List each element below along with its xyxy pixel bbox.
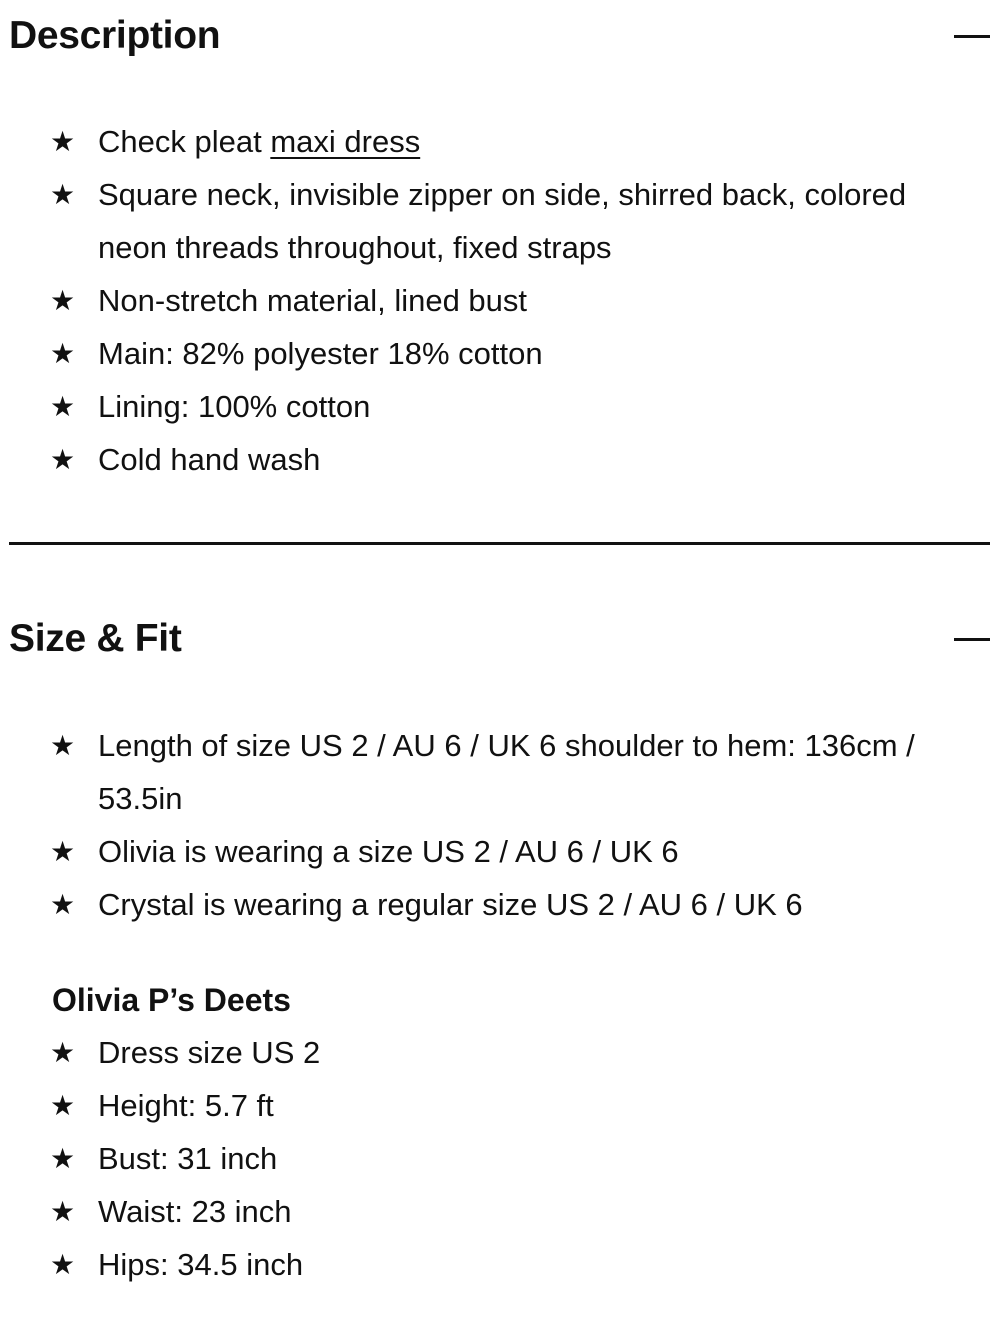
- list-item-text: Waist: 23 inch: [98, 1194, 292, 1229]
- list-item-text: Crystal is wearing a regular size US 2 / AU 6 / UK 6: [98, 887, 803, 922]
- list-item: [50, 1185, 940, 1238]
- star-icon: ★: [50, 1090, 76, 1121]
- list-item-text: Olivia is wearing a size US 2 / AU 6 / UK 6: [98, 834, 679, 869]
- list-item-text: Cold hand wash: [98, 442, 321, 477]
- list-item: [50, 168, 940, 274]
- star-icon: ★: [50, 126, 76, 157]
- description-title: Description: [9, 14, 221, 57]
- list-item-text: Lining: 100% cotton: [98, 389, 371, 424]
- description-list: [50, 115, 940, 486]
- list-item: [50, 1079, 940, 1132]
- star-icon: ★: [50, 730, 76, 761]
- star-icon: ★: [50, 338, 76, 369]
- list-item: [50, 825, 940, 878]
- star-icon: ★: [50, 836, 76, 867]
- minus-icon[interactable]: [954, 35, 990, 38]
- star-icon: ★: [50, 1249, 76, 1280]
- size-fit-header[interactable]: [9, 617, 990, 661]
- maxi-dress-link[interactable]: maxi dress: [270, 124, 421, 159]
- list-item-text: Square neck, invisible zipper on side, shirred back, colored neon threads throughout, fixed straps: [98, 177, 907, 265]
- list-item: [50, 433, 940, 486]
- list-item: [50, 1026, 940, 1079]
- list-item-text: Bust: 31 inch: [98, 1141, 278, 1176]
- star-icon: ★: [50, 285, 76, 316]
- section-divider: [9, 542, 990, 545]
- list-item: [50, 274, 940, 327]
- list-item-text: Height: 5.7 ft: [98, 1088, 274, 1123]
- list-item: [50, 115, 940, 168]
- list-item: [50, 719, 940, 825]
- star-icon: ★: [50, 444, 76, 475]
- size-fit-list: [50, 719, 940, 931]
- deets-heading: Olivia P’s Deets: [52, 982, 291, 1018]
- description-header[interactable]: [9, 14, 990, 58]
- minus-icon[interactable]: [954, 638, 990, 641]
- star-icon: ★: [50, 1196, 76, 1227]
- list-item: [50, 327, 940, 380]
- size-fit-title: Size & Fit: [9, 617, 182, 660]
- list-item-text: Hips: 34.5 inch: [98, 1247, 304, 1282]
- star-icon: ★: [50, 1143, 76, 1174]
- star-icon: ★: [50, 889, 76, 920]
- list-item-text: Check pleat: [98, 124, 271, 159]
- list-item-text: Length of size US 2 / AU 6 / UK 6 shoulder to hem: 136cm / 53.5in: [98, 728, 915, 816]
- list-item: [50, 380, 940, 433]
- list-item-text: Main: 82% polyester 18% cotton: [98, 336, 543, 371]
- star-icon: ★: [50, 1037, 76, 1068]
- list-item: [50, 1132, 940, 1185]
- list-item: [50, 878, 940, 931]
- list-item-text: Non-stretch material, lined bust: [98, 283, 528, 318]
- list-item: [50, 1238, 940, 1291]
- deets-list: [50, 1026, 940, 1291]
- star-icon: ★: [50, 391, 76, 422]
- list-item-text: Dress size US 2: [98, 1035, 321, 1070]
- star-icon: ★: [50, 179, 76, 210]
